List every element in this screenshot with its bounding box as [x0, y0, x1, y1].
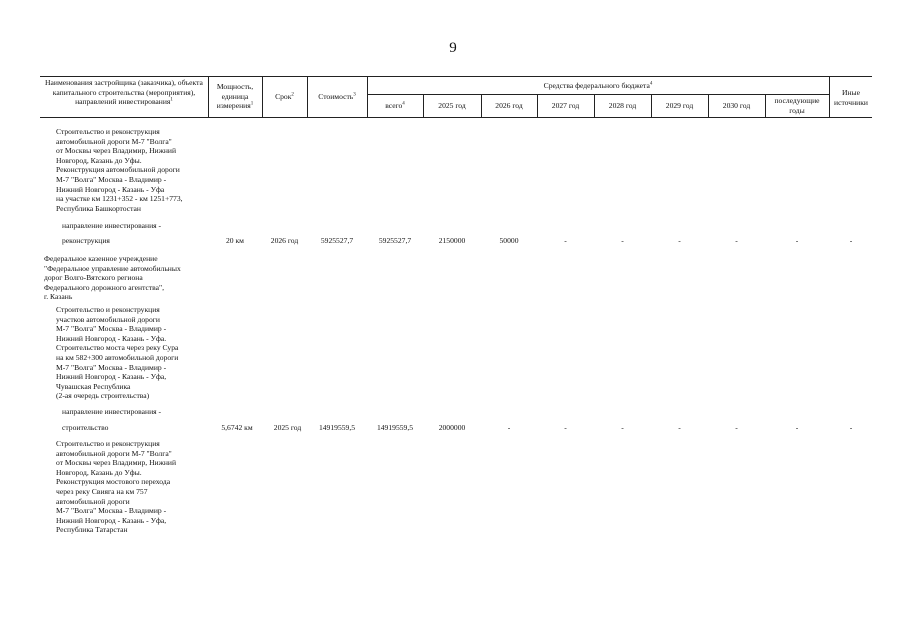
value-2028: -	[621, 423, 624, 432]
header-bottom-rule	[40, 117, 872, 118]
object-description: Строительство и реконструкция автомобильной дороги М-7 "Волга" от Москвы через Владимир, Нижний Новгород, Казань до Уфы. Реконструкция мостового перехода через реку Свияга на км 757 автомобильной дороги М-7 "Волга" Москва - Владимир - Нижний Новгород - Казань - Уфа, Республика Татарстан	[56, 439, 177, 535]
customer-name: Федеральное казенное учреждение "Федеральное управление автомобильных дорог Волго-Вятского региона Федерального дорожного агентства", г. Казань	[44, 254, 181, 302]
term-value: 2026 год	[270, 236, 299, 245]
direction-label: направление инвестирования -	[62, 407, 162, 416]
cost-value: 5925527,7	[320, 236, 354, 245]
value-2030: -	[735, 423, 738, 432]
header-2026: 2026 год	[495, 101, 523, 110]
value-other-sources: -	[849, 236, 853, 245]
header-cost: Стоимость$^3$	[318, 92, 356, 101]
value-later-years: -	[795, 423, 799, 432]
header-federal-budget: Средства федерального бюджета$^4$	[543, 81, 653, 90]
header-top-rule	[40, 76, 872, 77]
direction-value: строительство	[62, 423, 109, 432]
value-2029: -	[678, 423, 681, 432]
value-other-sources: -	[849, 423, 853, 432]
value-2029: -	[678, 236, 681, 245]
value-2026: 50000	[499, 236, 519, 245]
header-later-years: последующие годы	[774, 96, 820, 115]
header-2027: 2027 год	[551, 101, 580, 110]
cost-value: 14919559,5	[318, 423, 356, 432]
value-later-years: -	[795, 236, 799, 245]
header-2028: 2028 год	[608, 101, 637, 110]
capacity-value: 20 км	[226, 236, 244, 245]
object-description: Строительство и реконструкция участков автомобильной дороги М-7 "Волга" Москва - Владимир - Нижний Новгород - Казань - Уфа. Строительство моста через реку Сура на км 582+300 автомобильной дороги М-7 "Волга" Москва - Владимир - Нижний Новгород - Казань - Уфа, Чувашская Республика (2-ая очередь строительства)	[56, 305, 179, 401]
header-other-sources: Иные источники	[834, 88, 868, 107]
header-term: Срок$^2$	[275, 92, 294, 101]
total-value: 5925527,7	[378, 236, 412, 245]
value-2025: 2000000	[438, 423, 466, 432]
value-2025: 2150000	[438, 236, 466, 245]
value-2026: -	[507, 423, 511, 432]
header-2030: 2030 год	[722, 101, 751, 110]
header-capacity: Мощность, единица измерения$^1$	[216, 82, 254, 110]
term-value: 2025 год	[273, 423, 302, 432]
capacity-value: 5,6742 км	[221, 423, 253, 432]
header-2025: 2025 год	[438, 101, 466, 110]
page-number: 9	[449, 40, 457, 56]
total-value: 14919559,5	[376, 423, 414, 432]
header-total: всего$^4$	[385, 101, 405, 110]
federal-budget-divider	[367, 94, 829, 95]
value-2027: -	[564, 236, 567, 245]
header-name: Наименования застройщика (заказчика), объекта капитального строительства (мероприятия), направлений инвестирования$^1$	[45, 78, 203, 106]
value-2027: -	[564, 423, 567, 432]
value-2030: -	[735, 236, 738, 245]
object-description: Строительство и реконструкция автомобильной дороги М-7 "Волга" от Москвы через Владимир, Нижний Новгород, Казань до Уфы. Реконструкция автомобильной дороги М-7 "Волга" Москва - Владимир - Нижний Новгород - Казань - Уфа на участке км 1231+352 - км 1251+773, Республика Башкортостан	[56, 127, 183, 213]
direction-value: реконструкция	[62, 236, 110, 245]
header-2029: 2029 год	[665, 101, 694, 110]
direction-label: направление инвестирования -	[62, 221, 162, 230]
value-2028: -	[621, 236, 624, 245]
